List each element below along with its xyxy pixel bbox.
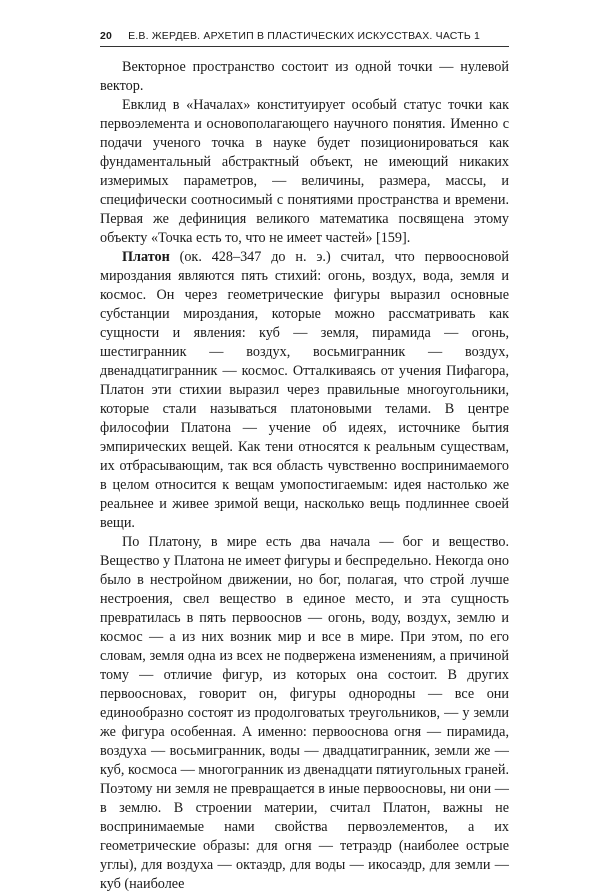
page-number: 20 [100,30,113,42]
running-header [100,30,509,47]
paragraph-4: По Платону, в мире есть два начала — бог и вещество. Вещество у Платона не имеет фигуры и беспредельно. Некогда оно было в нестройном движении, но бог, полагая, что строй лучше нестроения, свел вещество в единое место, и эта сущность превратилась в пять первооснов — огонь, воду, воздух, землю и космос — а из них возник мир и все в мире. При этом, по его словам, земля одна из всех не подвержена изменениям, а причиной тому — отличие фигур, из которых она состоит. В других первоосновах, говорит он, фигуры однородны — все они единообразно состоят из продолговатых треугольников, — у земли же фигура особенная. А именно: первооснова огня — пирамида, воздуха — восьмигранник, воды — двадцатигранник, земли же — куб, космоса — многогранник из двенадцати пятиугольных граней. Поэтому ни земля не превращается в иные первоосновы, ни они — в землю. В строении материи, считал Платон, важны не воспринимаемые нами свойства первоэлементов, а их геометрические образы: для огня — тетраэдр (наиболее острые углы), для воздуха — октаэдр, для воды — икосаэдр, для земли — куб (наиболее [100,534,509,892]
paragraph-2: Евклид в «Началах» конституирует особый статус точки как первоэлемента и основополагающего научного понятия. Именно с подачи ученого точка в науке будет позиционироваться как фундаментальный абстрактный объект, не имеющий никаких измеримых параметров, — величины, размера, массы, и специфически соотносимый с понятиями пространства и времени. Первая же дефиниция великого математика посвящена этому объекту «Точка есть то, что не имеет частей» [159]. [100,97,509,246]
body-text [100,58,509,894]
paragraph-3-text: (ок. 428–347 до н. э.) считал, что первоосновой мироздания являются пять стихий: огонь, воздух, вода, земля и космос. Он через геометрические фигуры выразил основные субстанции мироздания, которые можно рассматривать как сущности и явления: куб — земля, пирамида — огонь, шестигранник — воздух, восьмигранник — воздух, двенадцатигранник — космос. Отталкиваясь от учения Пифагора, Платон эти стихии выразил через правильные многоугольники, которые стали называться платоновыми телами. В центре философии Платона — учение об идеях, источнике бытия эмпирических вещей. Как тени относятся к реальным существам, их отбрасывающим, так вся область чувственно воспринимаемого в целом относится к вещам умопостигаемым: идея настолько же реальнее и живее зримой вещи, насколько вещь подлиннее своей вещи. [100,249,509,531]
running-title: Е.В. ЖЕРДЕВ. АРХЕТИП В ПЛАСТИЧЕСКИХ ИСКУССТВАХ. ЧАСТЬ 1 [128,30,481,42]
paragraph-3-lead: Платон [122,249,170,265]
paragraph-3 [100,248,509,533]
paragraph-1: Векторное пространство состоит из одной точки — нулевой вектор. [100,59,509,94]
